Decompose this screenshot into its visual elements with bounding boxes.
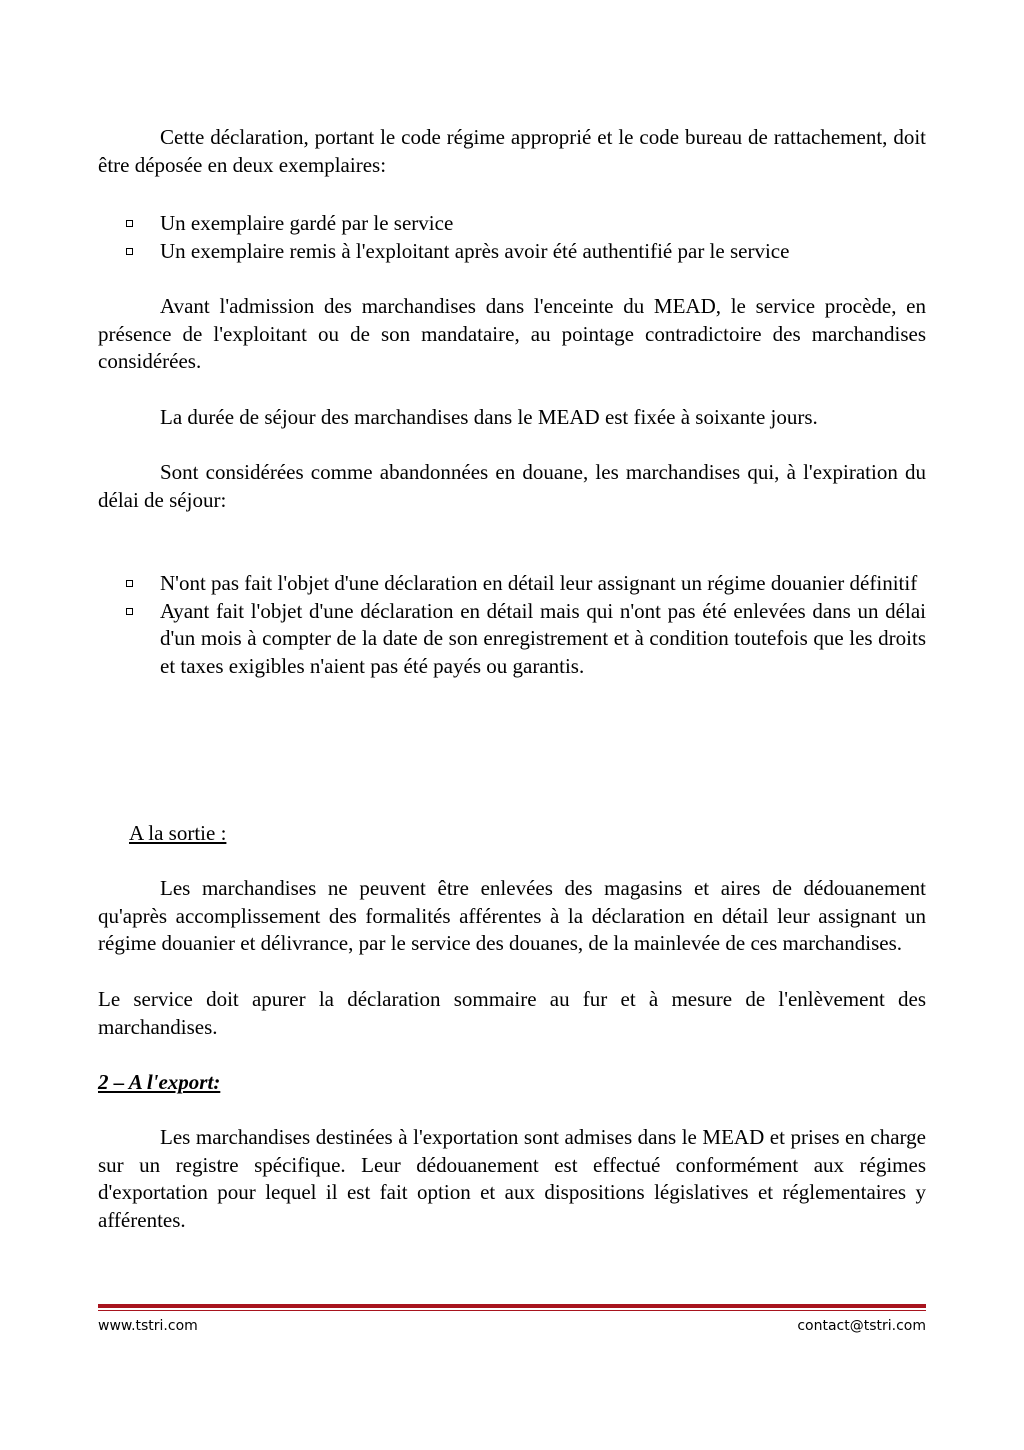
footer-rule-thick bbox=[98, 1304, 926, 1308]
paragraph-apurement: Le service doit apurer la déclaration sommaire au fur et à mesure de l'enlèvement des marchandises. bbox=[98, 987, 926, 1039]
list-item: N'ont pas fait l'objet d'une déclaration en détail leur assignant un régime douanier définitif bbox=[98, 570, 926, 598]
paragraph-admission: Avant l'admission des marchandises dans l'enceinte du MEAD, le service procède, en présence de l'exploitant ou de son mandataire, au pointage contradictoire des marchandises considérées. bbox=[98, 294, 926, 374]
page-footer bbox=[98, 1318, 926, 1334]
paragraph-declaration: Cette déclaration, portant le code régime approprié et le code bureau de rattachement, doit être déposée en deux exemplaires: bbox=[98, 125, 926, 177]
list-conditions-abandon bbox=[98, 570, 926, 680]
list-exemplaires bbox=[98, 210, 926, 265]
square-bullet-icon bbox=[126, 220, 133, 227]
square-bullet-icon bbox=[126, 248, 133, 255]
footer-website-link[interactable]: www.tstri.com bbox=[98, 1318, 198, 1334]
list-item: Un exemplaire remis à l'exploitant après avoir été authentifié par le service bbox=[98, 238, 926, 266]
square-bullet-icon bbox=[126, 580, 133, 587]
paragraph-export: Les marchandises destinées à l'exportation sont admises dans le MEAD et prises en charge sur un registre spécifique. Leur dédouanement est effectué conformément aux régimes d'exportation pour lequel il est fait option et aux dispositions législatives et réglementaires y afférentes. bbox=[98, 1125, 926, 1232]
list-item: Ayant fait l'objet d'une déclaration en détail mais qui n'ont pas été enlevées dans un délai d'un mois à compter de la date de son enregistrement et à condition toutefois que les droits et taxes exigibles n'aient pas été payés ou garantis. bbox=[98, 598, 926, 681]
paragraph-sortie-formalites: Les marchandises ne peuvent être enlevées des magasins et aires de dédouanement qu'après accomplissement des formalités afférentes à la déclaration en détail leur assignant un régime douanier et délivrance, par le service des douanes, de la mainlevée de ces marchandises. bbox=[98, 876, 926, 956]
footer-email-link[interactable]: contact@tstri.com bbox=[797, 1318, 926, 1334]
paragraph-abandonnees: Sont considérées comme abandonnées en douane, les marchandises qui, à l'expiration du délai de séjour: bbox=[98, 460, 926, 512]
footer-rule-thin bbox=[98, 1310, 926, 1311]
subheading-a-la-sortie: A la sortie : bbox=[129, 821, 227, 845]
paragraph-duree-sejour: La durée de séjour des marchandises dans le MEAD est fixée à soixante jours. bbox=[160, 405, 818, 429]
section-heading-export: 2 – A l'export: bbox=[98, 1070, 221, 1094]
square-bullet-icon bbox=[126, 608, 133, 615]
list-item: Un exemplaire gardé par le service bbox=[98, 210, 926, 238]
